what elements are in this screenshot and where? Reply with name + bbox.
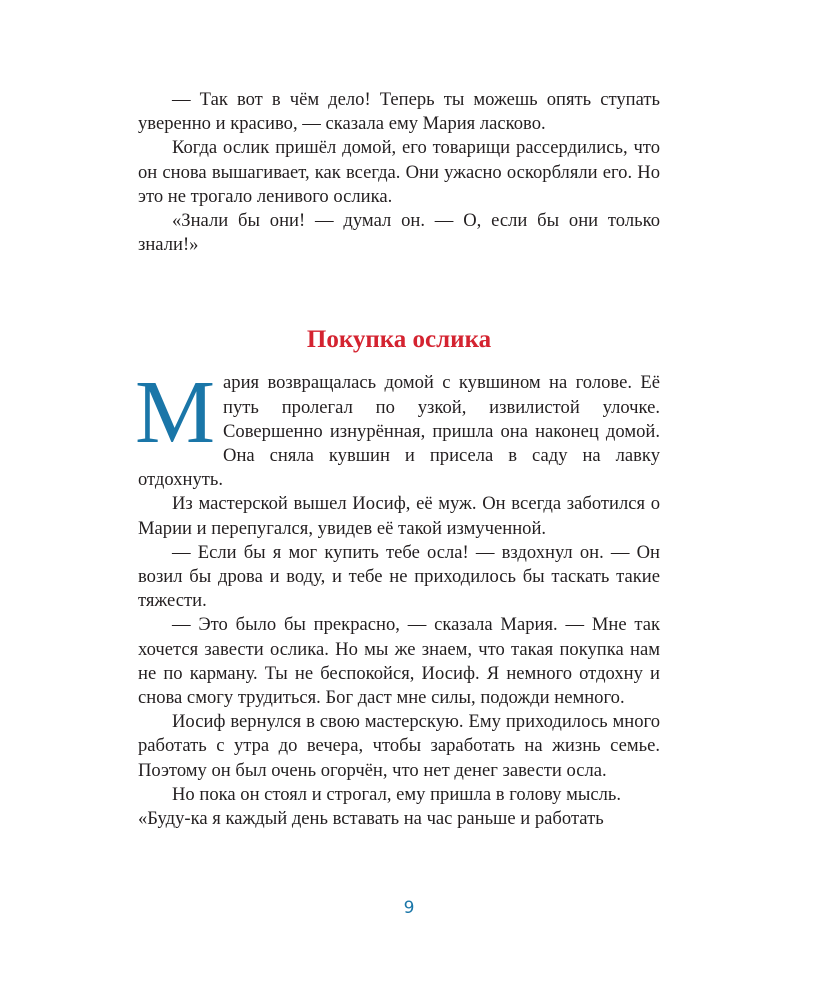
first-paragraph-text: ария возвращалась домой с кувшином на голове. Её путь пролегал по узкой, извилистой улочке. Совершенно изнурённая, пришла она наконец домой. Она сняла кувшин и присела в саду на лавку отдохнуть.: [138, 372, 660, 491]
section-paragraph-5: Но пока он стоял и строгал, ему пришла в голову мысль.: [172, 783, 622, 805]
intro-paragraph-2: Когда ослик пришёл домой, его товарищи рассердились, что он снова вышагивает, как всегда. Они ужасно оскорбляли его. Но это не трогало ленивого ослика.: [138, 137, 660, 207]
section-paragraph-3: — Это было бы прекрасно, — сказала Мария. — Мне так хочется завести ослика. Но мы же знаем, что такая покупка нам не по карману. Ты не беспокойся, Иосиф. Я немного отдохну и снова смогу трудиться. Бог даст мне силы, подожди немного.: [138, 614, 660, 709]
section-paragraph-1: Из мастерской вышел Иосиф, её муж. Он всегда заботился о Марии и перепугался, увидев её такой измученной.: [138, 493, 660, 539]
section-title: Покупка ослика: [306, 326, 492, 354]
drop-cap-letter: М: [135, 363, 216, 463]
section-paragraph-4: Иосиф вернулся в свою мастерскую. Ему приходилось много работать с утра до вечера, чтобы заработать на жизнь семье. Поэтому он был очень огорчён, что нет денег завести осла.: [138, 711, 660, 781]
intro-paragraph-1: — Так вот в чём дело! Теперь ты можешь опять ступать уверенно и красиво, — сказала ему Мария ласково.: [138, 89, 660, 135]
section-paragraph-2: — Если бы я мог купить тебе осла! — вздохнул он. — Он возил бы дрова и воду, и тебе не приходилось бы таскать такие тяжести.: [138, 541, 660, 612]
intro-paragraph-3: «Знали бы они! — думал он. — О, если бы они только знали!»: [138, 210, 660, 256]
section-first-paragraph: [135, 363, 660, 492]
book-page: [135, 88, 660, 831]
page-number: 9: [403, 898, 415, 918]
section-last-line: «Буду-ка я каждый день вставать на час раньше и работать: [138, 808, 604, 830]
